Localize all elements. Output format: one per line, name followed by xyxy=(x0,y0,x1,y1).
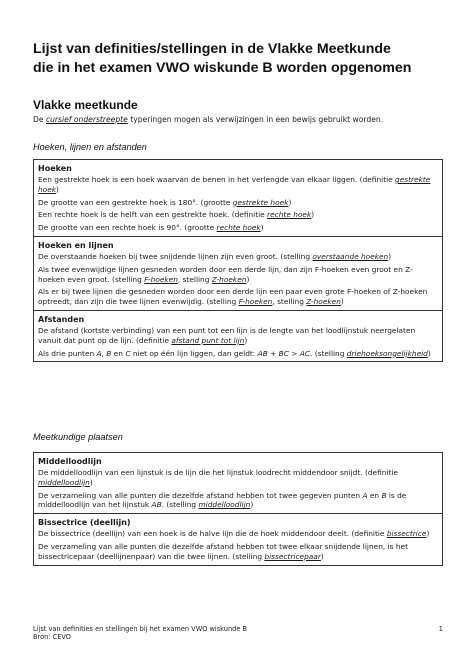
definition-entry xyxy=(38,529,438,539)
block-title: Hoeken xyxy=(38,164,72,173)
entry-term: middelloodlijn xyxy=(198,500,251,510)
entry-text: Als er bij twee lijnen die gesneden worden door een derde lijn een paar even grote F-hoeken of Z-hoeken optreedt, dan zijn die twee lijnen evenwijdig. (stelling xyxy=(38,287,428,307)
block-title: Bissectrice (deellijn) xyxy=(38,518,131,528)
point-label: B xyxy=(381,490,387,500)
block-title: Hoeken en lijnen xyxy=(38,240,114,250)
entry-text: ) xyxy=(260,223,264,233)
entry-text: Als drie punten xyxy=(38,348,97,358)
block-title: Afstanden xyxy=(38,314,85,324)
title-line-1: Lijst van definities/stellingen in de Vlakke Meetkunde xyxy=(33,41,391,57)
entry-term: gestrekte hoek xyxy=(232,197,289,207)
entry-text: , stelling xyxy=(177,274,212,284)
page-footer xyxy=(33,625,443,641)
page-number: 1 xyxy=(438,625,443,633)
entry-text: De afstand (kortste verbinding) van een punt tot een lijn is de lengte van het loodlijnstuk neergelaten vanuit dat punt op de lijn. (definitie xyxy=(38,325,416,345)
entry-term: Z-hoeken xyxy=(306,297,341,307)
block-bissectrice xyxy=(34,513,442,564)
theorem-entry xyxy=(38,265,438,285)
entry-term: middelloodlijn xyxy=(38,477,90,487)
entry-term: rechte hoek xyxy=(267,210,312,220)
entry-text: De grootte van een rechte hoek is 90°. (grootte xyxy=(38,223,217,233)
footer-source: Bron: CEVO xyxy=(33,633,71,641)
entry-text: , xyxy=(101,348,107,358)
definitions-table-1 xyxy=(33,159,443,362)
entry-text: ) xyxy=(426,529,430,539)
entry-term: bissectrice xyxy=(386,529,427,539)
entry-text: ) xyxy=(250,500,254,510)
entry-text: ) xyxy=(56,184,59,194)
entry-text: ) xyxy=(320,551,324,561)
entry-text: Als twee evenwijdige lijnen gesneden worden door een derde lijn, dan zijn F-hoeken even groot en Z-hoeken even groot. (stelling xyxy=(38,264,413,284)
point-label: A xyxy=(362,490,368,500)
entry-term: overstaande hoeken xyxy=(312,251,389,261)
intro-term: cursief onderstreepte xyxy=(45,115,128,124)
entry-text: niet op één lijn liggen, dan geldt: xyxy=(130,348,258,358)
definition-entry xyxy=(38,468,438,488)
entry-text: ) xyxy=(388,251,392,261)
entry-text: ) xyxy=(246,274,250,284)
entry-term: bissectricepaar xyxy=(264,551,321,561)
definition-entry xyxy=(38,175,438,195)
intro-text: De xyxy=(33,115,46,124)
block-middelloodlijn xyxy=(34,453,442,513)
entry-text: De grootte van een gestrekte hoek is 180°. (grootte xyxy=(38,197,233,207)
segment-label: AB xyxy=(151,500,162,510)
definition-entry xyxy=(38,210,438,220)
block-title: Middelloodlijn xyxy=(38,457,102,466)
intro-paragraph xyxy=(33,115,453,125)
entry-term: F-hoeken xyxy=(144,274,178,284)
entry-text: ) xyxy=(311,210,315,220)
entry-text: Een rechte hoek is de helft van een gestrekte hoek. (definitie xyxy=(38,210,268,220)
entry-term: F-hoeken xyxy=(238,297,273,307)
entry-term: afstand punt tot lijn xyxy=(171,335,245,345)
subheading-hoeken-lijnen-afstanden: Hoeken, lijnen en afstanden xyxy=(33,142,147,152)
block-hoeken xyxy=(34,160,442,236)
theorem-entry xyxy=(38,491,438,511)
entry-text: en xyxy=(111,348,126,358)
entry-text: ) xyxy=(244,335,248,345)
definition-entry xyxy=(38,198,438,208)
formula: AB + BC > AC xyxy=(257,348,311,358)
point-label: B xyxy=(106,348,112,358)
entry-text: . (stelling xyxy=(161,500,199,510)
block-hoeken-en-lijnen xyxy=(34,236,442,310)
entry-text: en xyxy=(367,490,382,500)
title-line-2: die in het examen VWO wiskunde B worden opgenomen xyxy=(33,60,412,76)
entry-text: Een gestrekte hoek is een hoek waarvan de benen in het verlengde van elkaar liggen. (definitie xyxy=(38,175,396,184)
entry-term: driehoeksongelijkheid xyxy=(346,348,428,358)
intro-text-end: typeringen mogen als verwijzingen in een bewijs gebruikt worden. xyxy=(127,115,384,124)
document-title xyxy=(33,40,453,78)
entry-text: De overstaande hoeken bij twee snijdende lijnen zijn even groot. (stelling xyxy=(38,251,313,261)
theorem-entry xyxy=(38,542,438,562)
entry-text: ) xyxy=(427,348,431,358)
entry-term: Z-hoeken xyxy=(211,274,247,284)
entry-text: De middelloodlijn van een lijnstuk is de lijn die het lijnstuk loodrecht middendoor snijdt. (definitie xyxy=(38,468,398,477)
theorem-entry xyxy=(38,287,438,307)
entry-text: , stelling xyxy=(272,297,307,307)
subheading-meetkundige-plaatsen: Meetkundige plaatsen xyxy=(33,432,123,442)
entry-text: De bissectrice (deellijn) van een hoek is de halve lijn die de hoek middendoor deelt. (definitie xyxy=(38,529,387,539)
footer-title: Lijst van definities en stellingen bij het examen VWO wiskunde B xyxy=(33,625,247,633)
entry-text: ) xyxy=(340,297,344,307)
entry-text: . (stelling xyxy=(310,348,347,358)
theorem-entry xyxy=(38,349,438,359)
definition-entry xyxy=(38,223,438,233)
theorem-entry xyxy=(38,252,438,262)
entry-text: ) xyxy=(89,477,93,487)
entry-text: is de middelloodlijn van het lijnstuk xyxy=(38,490,407,510)
section-heading: Vlakke meetkunde xyxy=(33,98,138,112)
definitions-table-2 xyxy=(33,452,443,566)
block-afstanden xyxy=(34,310,442,361)
entry-text: De verzameling van alle punten die dezelfde afstand hebben tot twee gegeven punten xyxy=(38,490,363,500)
entry-text: De verzameling van alle punten die dezelfde afstand hebben tot twee elkaar snijdende lijnen, is het bissectricepaar (deellijnenpaar) van die twee lijnen. (stelling xyxy=(38,541,408,561)
definition-entry xyxy=(38,326,438,346)
point-label: C xyxy=(125,348,131,358)
entry-term: rechte hoek xyxy=(216,223,261,233)
entry-term: gestrekte hoek xyxy=(38,175,431,194)
entry-text: ) xyxy=(288,197,292,207)
point-label: A xyxy=(96,348,102,358)
